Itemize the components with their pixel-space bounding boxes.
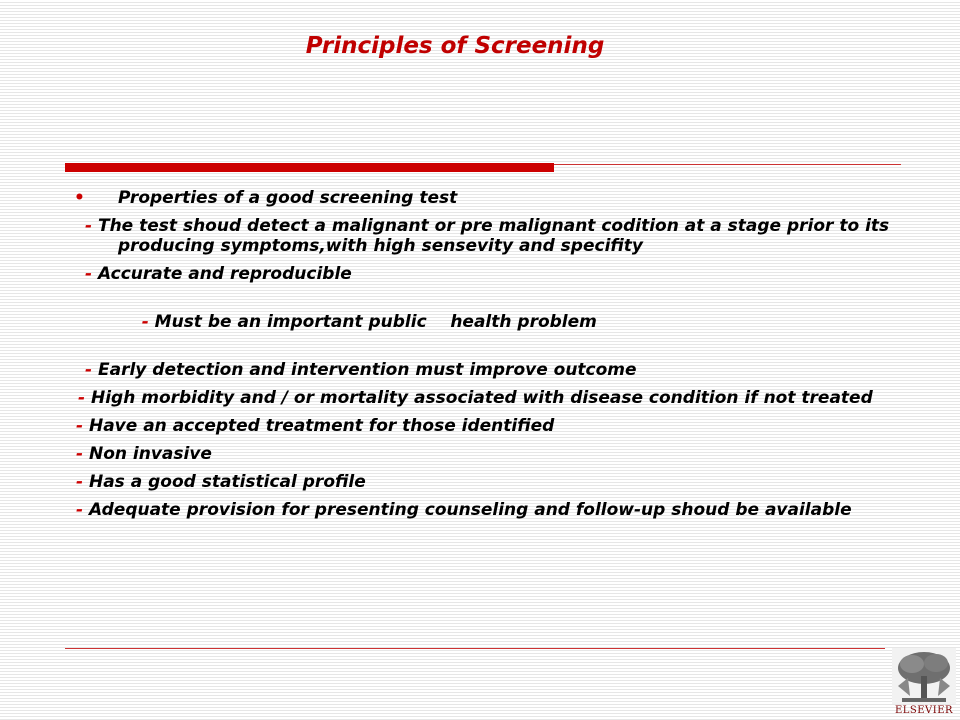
- title-divider-thick: [65, 163, 554, 172]
- list-item: [0, 216, 960, 256]
- bullet-icon: •: [74, 188, 85, 208]
- dash-marker: -: [76, 444, 89, 464]
- slide-content: [0, 188, 960, 528]
- dash-marker: -: [141, 312, 155, 332]
- list-item: [0, 292, 960, 352]
- item-text: High morbidity and / or mortality associated with disease condition if not treated: [90, 388, 873, 408]
- list-item: [0, 264, 960, 284]
- dash-marker: -: [76, 472, 89, 492]
- footer-divider: [65, 648, 885, 649]
- list-item: [0, 444, 960, 464]
- elsevier-tree-icon: [892, 648, 956, 704]
- logo-label: ELSEVIER: [894, 705, 954, 716]
- dash-marker: -: [85, 264, 98, 284]
- item-text: Non invasive: [88, 444, 212, 464]
- bullet-heading-row: [0, 188, 960, 208]
- item-text: The test shoud detect a malignant or pre malignant codition at a stage prior to its producing symptoms,with high sensevity and specifity: [97, 216, 890, 256]
- list-item: [0, 472, 960, 492]
- item-text: Accurate and reproducible: [97, 264, 352, 284]
- item-text: Has a good statistical profile: [88, 472, 366, 492]
- item-text: Early detection and intervention must improve outcome: [97, 360, 637, 380]
- list-item: [0, 416, 960, 436]
- bullet-heading: Properties of a good screening test: [118, 188, 458, 208]
- list-item: [0, 500, 960, 520]
- dash-marker: -: [78, 388, 91, 408]
- dash-marker: -: [85, 216, 98, 236]
- list-item: [0, 388, 960, 408]
- elsevier-logo: [892, 648, 956, 716]
- list-item: [0, 360, 960, 380]
- item-text: Must be an important public health problem: [154, 312, 597, 332]
- slide-title: Principles of Screening: [305, 33, 605, 59]
- item-text: Adequate provision for presenting counseling and follow-up shoud be available: [88, 500, 852, 520]
- dash-marker: -: [76, 500, 89, 520]
- item-text: Have an accepted treatment for those identified: [88, 416, 555, 436]
- dash-marker: -: [76, 416, 89, 436]
- dash-marker: -: [85, 360, 98, 380]
- title-divider-thin: [554, 164, 901, 165]
